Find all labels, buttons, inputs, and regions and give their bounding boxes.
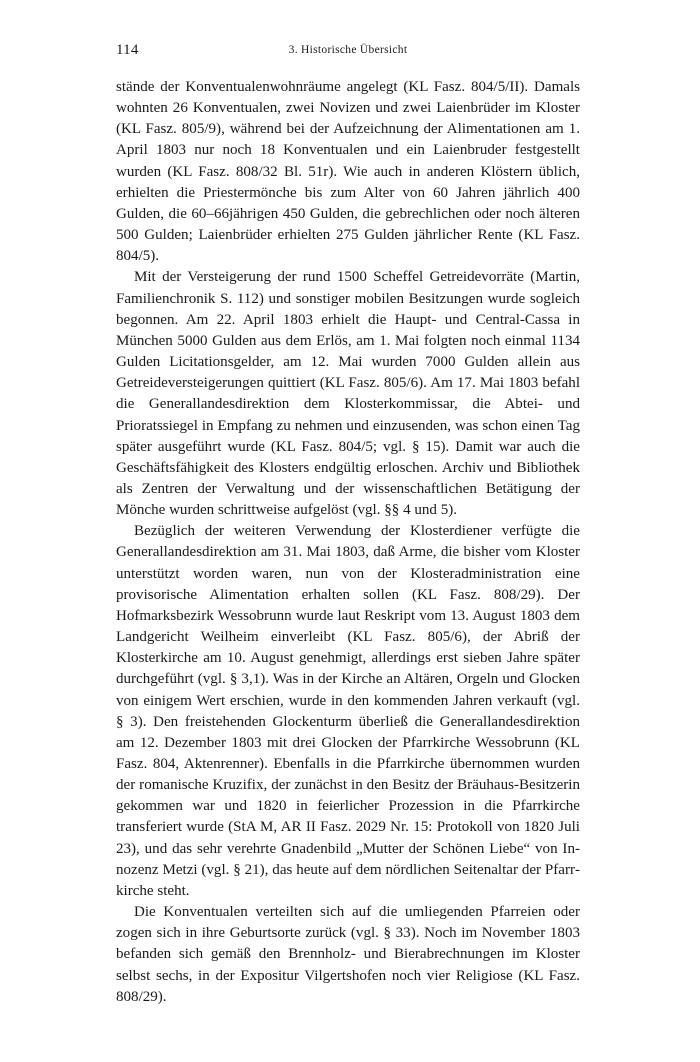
page-number: 114 <box>116 42 139 58</box>
page-header <box>116 42 580 62</box>
running-head: 3. Historische Übersicht <box>288 44 408 56</box>
paragraph-continued: stände der Konventualenwohnräume angelegt (KL Fasz. 804/5/II). Damals wohnten 26 Konventualen, zwei Novizen und zwei Laienbrüder im Kloster (KL Fasz. 805/9), während bei der Aufzeichnung der Alimentationen am 1. April 1803 nur noch 18 Konventualen und ein Laienbruder festgestellt wurden (KL Fasz. 808/32 Bl. 51r). Wie auch in anderen Klöstern üblich, erhielten die Priestermönche bis zum Alter von 60 Jahren jährlich 400 Gulden, die 60–66jährigen 450 Gulden, die gebrechlichen oder noch älteren 500 Gulden; Laienbrüder erhielten 275 Gulden jährlicher Rente (KL Fasz. 804/5). <box>116 79 580 265</box>
body-text <box>116 77 580 1008</box>
paragraph-konventualen: Die Konventualen verteilten sich auf die umliegenden Pfarreien oder zogen sich in ihre Geburtsorte zurück (vgl. § 33). Noch im November 1803 befanden sich gemäß den Brennholz- und Bierabrechnungen im Kloster selbst sechs, in der Expositur Vilgertshofen noch vier Religiose (KL Fasz. 808/29). <box>116 904 580 1005</box>
paragraph-versteigerung: Mit der Versteigerung der rund 1500 Scheffel Getreidevorräte (Martin, Familienchronik S. 112) und sonstiger mobilen Besitzungen wurde sogleich begonnen. Am 22. April 1803 erhielt die Haupt- und Central-Cassa in München 5000 Gulden aus dem Erlös, am 1. Mai folgten noch einmal 1134 Gulden Licitationsgelder, am 12. Mai wurden 7000 Gulden allein aus Getreideversteigerungen quittiert (KL Fasz. 805/6). Am 17. Mai 1803 befahl die Generallandesdirektion dem Klosterkommissar, die Abtei- und Prioratssiegel in Empfang zu nehmen und einzusenden, was schon einen Tag später ausgeführt wurde (KL Fasz. 804/5; vgl. § 15). Damit war auch die Geschäftsfähigkeit des Klosters endgültig erloschen. Archiv und Bibliothek als Zentren der Verwaltung und der wissenschaftlichen Betätigung der Mönche wurden schrittweise aufgelöst (vgl. §§ 4 und 5). <box>116 269 580 519</box>
paragraph-klosterdiener: Bezüglich der weiteren Verwendung der Klosterdiener verfügte die Generallandesdirektion am 31. Mai 1803, daß Arme, die bisher vom Kloster unterstützt worden waren, nun von der Klosteradministration eine provisorische Alimentation erhalten sollen (KL Fasz. 808/29). Der Hofmarksbezirk Wessobrunn wurde laut Reskript vom 13. August 1803 dem Landgericht Weilheim einverleibt (KL Fasz. 805/6), der Abriß der Klosterkirche am 10. August genehmigt, allerdings erst sieben Jahre später durchgeführt (vgl. § 3,1). Was in der Kirche an Altären, Orgeln und Glocken von einigem Wert erschien, wurde in den kommenden Jahren verkauft (vgl. § 3). Den freistehenden Glockenturm überließ die Generallandesdirektion am 12. Dezember 1803 mit drei Glocken der Pfarrkirche Wessobrunn (KL Fasz. 804, Aktenrenner). Ebenfalls in die Pfarrkirche übernommen wurden der romanische Kruzifix, der zunächst in den Besitz der Bräuhaus-Besitzerin gekommen war und 1820 in feierlicher Prozession in die Pfarrkirche transferiert wurde (StA M, AR II Fasz. 2029 Nr. 15: Protokoll von 1820 Juli 23), und das sehr verehrte Gnadenbild „Mutter der Schönen Liebe“ von Innozenz Metzi (vgl. § 21), das heute auf dem nördlichen Seitenaltar der Pfarrkirche steht. <box>116 523 580 899</box>
